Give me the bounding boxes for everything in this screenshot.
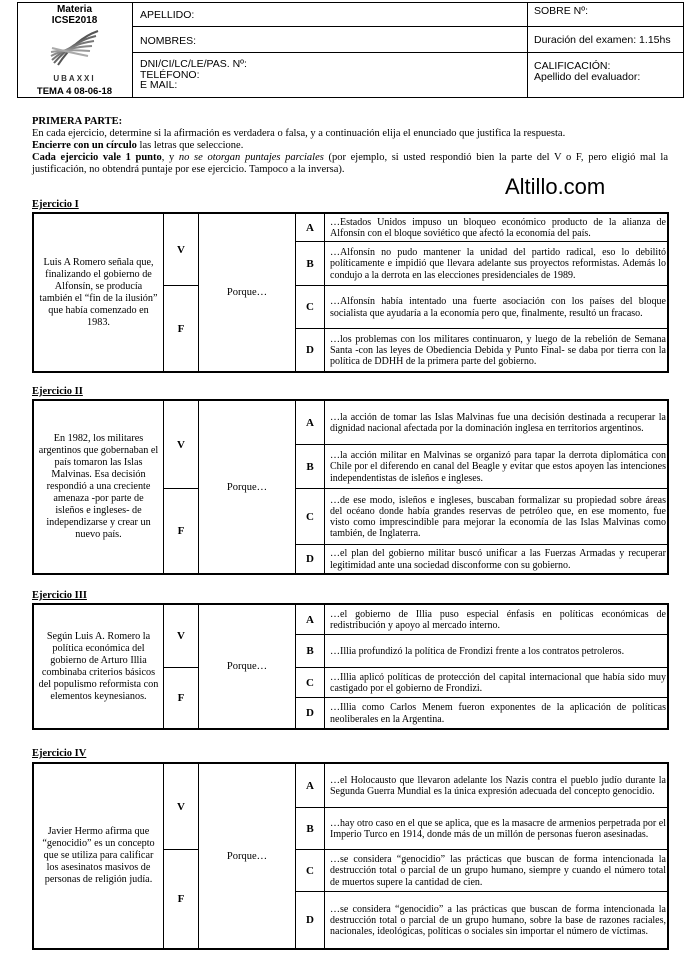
because-label: Porque… [199, 764, 296, 948]
exam-theme: TEMA 4 08-06-18 [36, 86, 113, 97]
answer-option-b[interactable]: B …la acción militar en Malvinas se organizó para tapar la derrota diplomática con Chile por el diferendo en canal del Beagle y evitar que estos apoyen las intenciones independentistas de isleños e ingleses. [296, 445, 669, 489]
instruction-line-1: En cada ejercicio, determine si la afirmación es verdadera o falsa, y a continuación elija el enunciado que justifica la respuesta. [32, 128, 566, 139]
true-option[interactable]: V [164, 605, 199, 668]
true-option[interactable]: V [164, 401, 199, 489]
answer-option-c[interactable]: C …Alfonsín había intentado una fuerte asociación con los países del bloque socialista que ayudaría a la economía pero que, finalmente, resultó un fracaso. [296, 286, 669, 329]
false-option[interactable]: F [164, 286, 199, 371]
subject-code: ICSE2018 [51, 15, 98, 26]
exercise-title: Ejercicio IV [32, 748, 87, 759]
dni-field[interactable]: DNI/CI/LC/LE/PAS. Nº: [140, 58, 247, 70]
instruction-line-2: Encierre con un círculo las letras que seleccione. [32, 140, 244, 151]
answer-option-b[interactable]: B …Alfonsín no pudo mantener la unidad del partido radical, eso lo debilitó políticamente e impidió que llevara adelante sus proyectos reformistas. Además lo condujo a la derrota en las elecciones presidenciales de 1989. [296, 242, 669, 286]
exam-info-box [528, 3, 683, 97]
because-label: Porque… [199, 605, 296, 728]
ubaxxi-logo-icon [48, 27, 102, 69]
exercise-title: Ejercicio I [32, 199, 79, 210]
false-option[interactable]: F [164, 850, 199, 948]
answer-option-a[interactable]: A …la acción de tomar las Islas Malvinas fue una decisión destinada a recuperar la dignidad nacional afectada por la dominación inglesa en territorios argentinos. [296, 401, 669, 445]
true-option[interactable]: V [164, 764, 199, 850]
true-option[interactable]: V [164, 214, 199, 286]
exercise-table-2 [32, 399, 669, 575]
envelope-number[interactable]: SOBRE Nº: [528, 3, 683, 27]
answer-option-d[interactable]: D …los problemas con los militares continuaron, y luego de la rebelión de Semana Santa -con las leyes de Obediencia Debida y Punto Final- se daba por tierra con la política de DDHH de la primera parte del gobierno. [296, 329, 669, 371]
exercise-statement: Javier Hermo afirma que “genocidio” es un concepto que se utiliza para calificar los asesinatos masivos de personas de religión judía. [34, 764, 164, 948]
answer-option-a[interactable]: A …el Holocausto que llevaron adelante los Nazis contra el pueblo judío durante la Segunda Guerra Mundial es la única expresión adecuada del concepto genocidio. [296, 764, 669, 808]
watermark-text: Altillo.com [505, 174, 606, 199]
contact-fields[interactable] [133, 53, 527, 97]
answer-option-d[interactable]: D …el plan del gobierno militar buscó unificar a las Fuerzas Armadas y recuperar legitimidad ante una sociedad disconforme con su gobierno. [296, 545, 669, 573]
instructions [32, 116, 668, 176]
logo-text: UBAXXI [53, 74, 96, 83]
surname-field[interactable]: APELLIDO: [133, 3, 527, 27]
answer-option-b[interactable]: B …hay otro caso en el que se aplica, que es la masacre de armenios perpetrada por el Imperio Turco en 1914, donde más de un millón de personas fueron asesinadas. [296, 808, 669, 850]
student-info-box [133, 3, 528, 97]
grading-box [528, 53, 683, 97]
exercise-title: Ejercicio II [32, 386, 83, 397]
because-label: Porque… [199, 214, 296, 371]
exercise-table-4 [32, 762, 669, 950]
exercise-statement: Luis A Romero señala que, finalizando el gobierno de Alfonsín, se producía también el “fin de la ilusión” que había comenzado en 1983. [34, 214, 164, 371]
answer-option-c[interactable]: C …Illia aplicó políticas de protección del capital internacional que había sido muy castigado por el gobierno de Frondizi. [296, 668, 669, 698]
exercise-title: Ejercicio III [32, 590, 87, 601]
email-field[interactable]: E MAIL: [140, 79, 178, 91]
names-field[interactable]: NOMBRES: [133, 27, 527, 53]
section-title: PRIMERA PARTE: [32, 116, 123, 127]
subject-label: Materia ICSE2018 [18, 4, 131, 26]
answer-option-d[interactable]: D …se considera “genocidio” a las prácticas que buscan de forma intencionada la destrucción total o parcial de un grupo humano, sobre la base de razones raciales, nacionales, ideológicas, políticas o sociales sin importar el número de víctimas. [296, 892, 669, 948]
false-option[interactable]: F [164, 668, 199, 728]
answer-option-c[interactable]: C …se considera “genocidio” las prácticas que buscan de forma intencionada la destrucción total o parcial de un grupo humano, siempre y cuando el número total de muertos supere la cantidad de cien. [296, 850, 669, 892]
answer-option-a[interactable]: A …Estados Unidos impuso un bloqueo económico producto de la alianza de Alfonsín con el bloque soviético que afectó la economía del país. [296, 214, 669, 242]
answer-option-d[interactable]: D …Illia como Carlos Menem fueron exponentes de la aplicación de políticas neoliberales en la Argentina. [296, 698, 669, 728]
exam-header [17, 2, 684, 98]
phone-field[interactable]: TELÉFONO: [140, 68, 200, 81]
grade-field[interactable]: CALIFICACIÓN: [534, 60, 611, 72]
false-option[interactable]: F [164, 489, 199, 573]
because-label: Porque… [199, 401, 296, 573]
exam-duration: Duración del examen: 1.15hs [528, 27, 683, 53]
exercise-statement: Según Luis A. Romero la política económica del gobierno de Arturo Illia combinaba criterios básicos del populismo reformista con elementos keynesianos. [34, 605, 164, 728]
answer-option-c[interactable]: C …de ese modo, isleños e ingleses, buscaban formalizar su propiedad sobre áreas del océano donde había grandes reservas de petróleo que, en ese momento, fue visto como imprescindible para mejorar la economía de las Islas Malvinas como también, de Inglaterra. [296, 489, 669, 545]
exercise-statement: En 1982, los militares argentinos que gobernaban el país tomaron las Islas Malvinas. Esa decisión respondió a una creciente amenaza -por parte de isleños e ingleses- de independizarse y crear un nuevo país. [34, 401, 164, 573]
evaluator-field[interactable]: Apellido del evaluador: [534, 71, 641, 83]
answer-option-a[interactable]: A …el gobierno de Illia puso especial énfasis en políticas económicas de redistribución y apoyo al mercado interno. [296, 605, 669, 635]
instruction-line-3: Cada ejercicio vale 1 punto, y no se otorgan puntajes parciales (por ejemplo, si usted respondió bien la parte del V o F, pero eligió mal la justificación, no obtendrá puntaje por ese ejercicio. Tampoco a la inversa). [32, 152, 668, 175]
subject-box [18, 3, 133, 97]
exercise-table-1 [32, 212, 669, 373]
answer-option-b[interactable]: B …Illia profundizó la política de Frondizi frente a los contratos petroleros. [296, 635, 669, 668]
exercise-table-3 [32, 603, 669, 730]
